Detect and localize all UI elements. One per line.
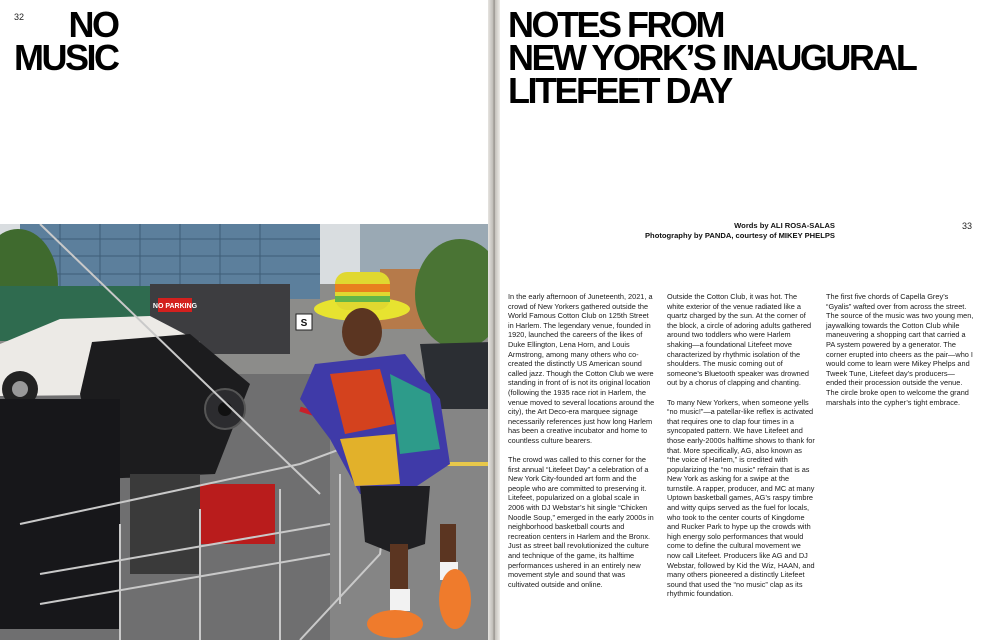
left-page — [0, 0, 492, 640]
body-paragraph: The crowd was called to this corner for the first annual “Litefeet Day” a celebration of a New York City-founded art form and the people who are committed to preserving it. Litefeet, popularized on a global scale in 2006 with DJ Webstar’s hit single “Chicken Noodle Soup,” emerged in the early 2000s in neighborhood basketball courts and recreation centers in Harlem and the Bronx. Just as street ball revolutionized the culture and technique of the game, its halftime performances ushered in an entirely new movement style and sound that was cultivated outside and online. — [508, 455, 654, 589]
right-page — [495, 0, 987, 640]
body-column-1 — [508, 292, 656, 599]
byline — [495, 221, 835, 241]
left-headline-line-1: NO — [68, 4, 118, 45]
byline-words: Words by ALI ROSA-SALAS — [734, 221, 835, 230]
body-paragraph: To many New Yorkers, when someone yells “no music!”—a patellar-like reflex is activated that requires one to clap four times in a syncopated pattern. We have Litefeet and those early-2000s halftime shows to thank for that. More specifically, AG, also known as “the voice of Harlem,” is credited with popularizing the “no music” refrain that is as New York as asking for a swipe at the turnstile. A rapper, producer, and MC at many Uptown basketball games, AG’s raspy timbre and witty quips served as the fuel for locals, who took to the center courts of Kingdome and Rucker Park to hype up the crowds with high energy solo performances that would come to define the cultural movement we now call Litefeet. Producers like AG and DJ Webstar, followed by Kid the Wiz, HAAN, and many others pioneered a distinctly Litefeet sound that used the “no music” clap as its rhythmic foundation. — [667, 397, 815, 599]
body-paragraph: In the early afternoon of Juneteenth, 2021, a crowd of New Yorkers gathered outside the World Famous Cotton Club on 125th Street in Harlem. The legendary venue, founded in 1920, launched the careers of the likes of Duke Ellington, Lena Horn, and Louis Armstrong, among many others who co-created the distinctly US American sound called jazz. Though the Cotton Club we were standing in front of is not its original location (following the 1935 race riot in Harlem, the venue moved to several locations around the city), the Art Deco-era marquee signage necessarily references just how long Harlem has been a creative incubator and home to countless culture bearers. — [508, 292, 655, 445]
body-paragraph: The first five chords of Capella Grey’s “Gyalis” wafted over from across the street. The source of the music was two young men, jaywalking towards the Cotton Club while maneuvering a shopping cart that carried a PA system powered by a generator. The corner erupted into cheers as the pair—who I would come to learn were Mikey Phelps and Tweek Tune, Litefeet day’s producers—ended their procession outside the venue. The circle broke open to welcome the grand marshals into the cypher’s tight embrace. — [826, 292, 974, 407]
right-headline-line-3: LITEFEET DAY — [508, 70, 731, 111]
body-paragraph: Outside the Cotton Club, it was hot. The white exterior of the venue radiated like a quartz charged by the sun. At the corner of the block, a circle of adoring adults gathered around two toddlers who were Harlem shaking—a foundational Litefeet move characterized by rhythmic isolation of the shoulders. The music coming out of someone’s Bluetooth speaker was drowned out by a chorus of clapping and chanting. — [667, 292, 812, 388]
body-column-3 — [826, 292, 974, 417]
street-photo — [0, 224, 492, 640]
street-sign-letter: S — [300, 318, 308, 329]
body-column-2 — [667, 292, 815, 609]
left-headline — [14, 4, 118, 78]
right-headline — [508, 4, 916, 111]
photo-icon — [0, 224, 492, 640]
page-number-left: 32 — [14, 12, 25, 22]
right-headline-line-1: NOTES FROM — [508, 4, 723, 45]
byline-photography: Photography by PANDA, courtesy of MIKEY PHELPS — [644, 231, 835, 240]
left-headline-line-2: MUSIC — [14, 37, 118, 78]
page-number-right: 33 — [961, 221, 972, 231]
no-parking-sign: NO PARKING — [152, 303, 198, 310]
page-gutter — [488, 0, 500, 640]
right-headline-line-2: NEW YORK’S INAUGURAL — [508, 37, 916, 78]
